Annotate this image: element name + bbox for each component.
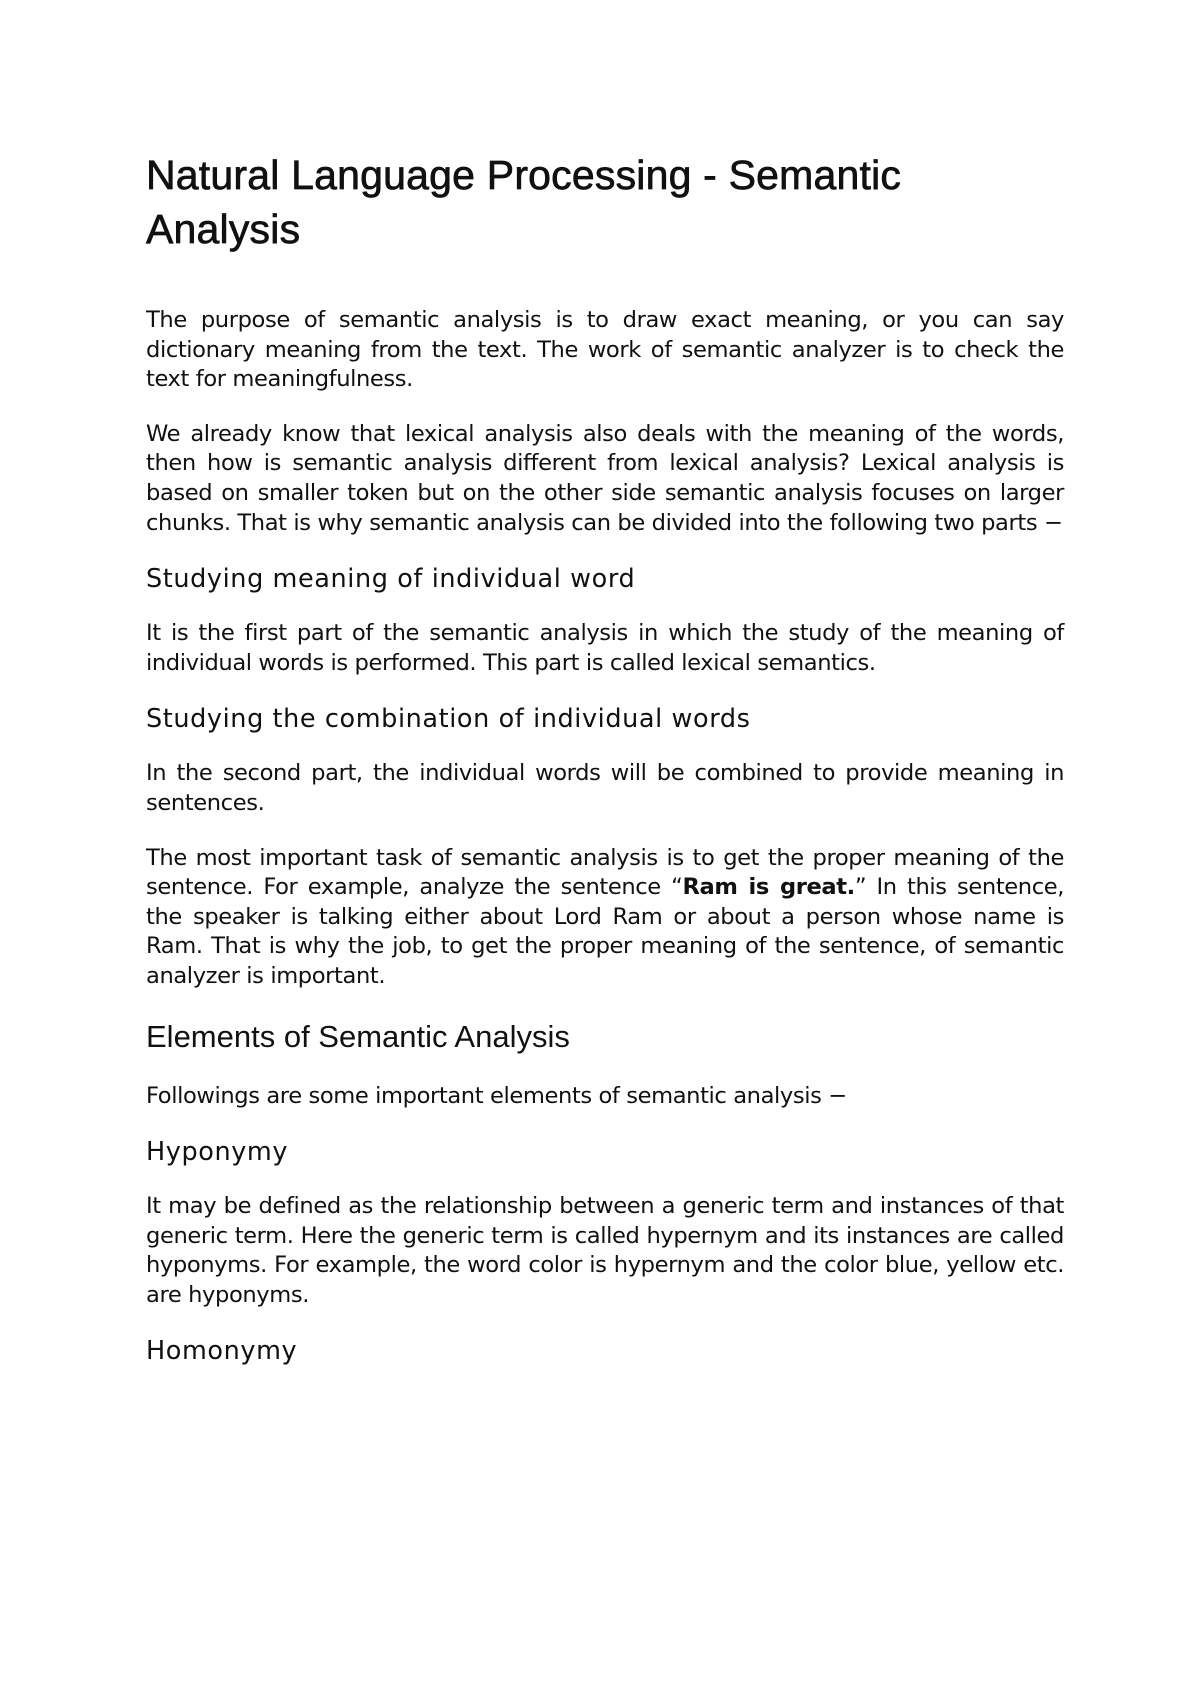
heading-hyponymy: Hyponymy: [146, 1137, 289, 1168]
heading-combination: Studying the combination of individual words: [146, 704, 751, 735]
elements-intro-paragraph: Followings are some important elements of semantic analysis −: [146, 1082, 847, 1109]
intro-paragraph: The purpose of semantic analysis is to draw exact meaning, or you can say dictionary meaning from the text. The work of semantic analyzer is to check the text for meaningfulness.: [146, 307, 1064, 393]
lexical-vs-semantic-paragraph: We already know that lexical analysis also deals with the meaning of the words, then how is semantic analysis different from lexical analysis? Lexical analysis is based on smaller token but on the other side semantic analysis focuses on larger chunks. That is why semantic analysis can be divided into the following two parts −: [146, 420, 1064, 536]
heading-elements: Elements of Semantic Analysis: [146, 1018, 570, 1054]
heading-individual-word: Studying meaning of individual word: [146, 564, 636, 595]
combination-paragraph: In the second part, the individual words will be combined to provide meaning in sentences.: [146, 760, 1064, 816]
hyponymy-paragraph: It may be defined as the relationship between a generic term and instances of that generic term. Here the generic term is called hypernym and its instances are called hyponyms. For example, the word color is hypernym and the color blue, yellow etc. are hyponyms.: [146, 1193, 1064, 1308]
example-sentence: Ram is great.: [682, 874, 855, 901]
document-page: [146, 148, 1064, 1391]
page-title: Natural Language Processing - Semantic Analysis: [146, 152, 902, 252]
lexical-semantics-paragraph: It is the first part of the semantic analysis in which the study of the meaning of individual words is performed. This part is called lexical semantics.: [146, 620, 1064, 676]
heading-homonymy: Homonymy: [146, 1336, 298, 1367]
text-span: The most important task of semantic analysis is to get the proper meaning of the sentence. For example, analyze the sentence “: [146, 844, 1064, 901]
text-span: ” In this sentence, the speaker is talking either about Lord Ram or about a person whose name is Ram. That is why the job, to get the proper meaning of the sentence, of semantic analyzer is important.: [146, 874, 1065, 989]
important-task-paragraph: [146, 844, 1064, 992]
